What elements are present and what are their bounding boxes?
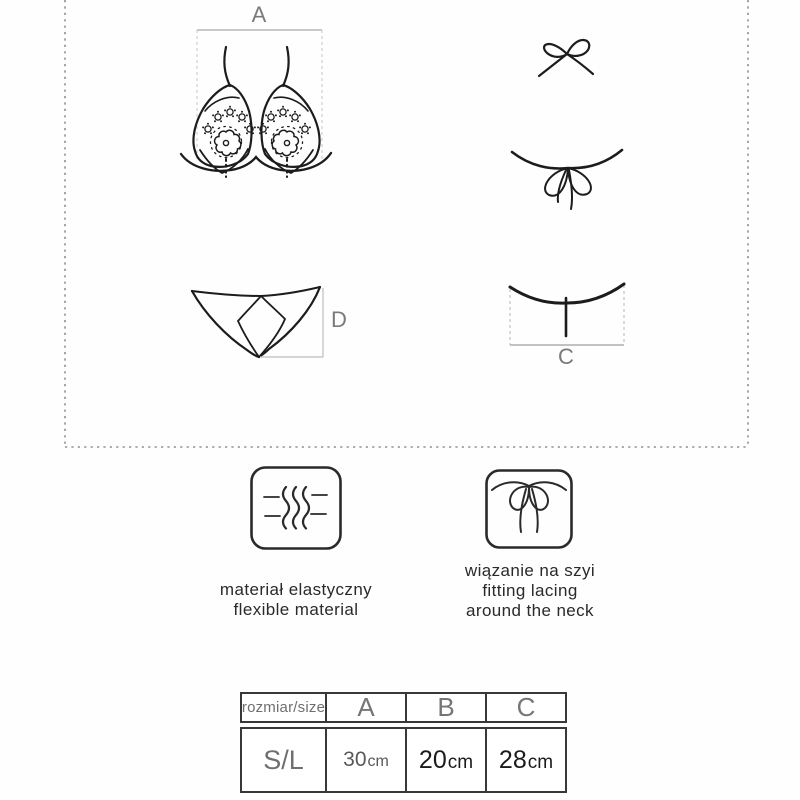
elastic-material-icon — [250, 466, 342, 550]
panty-back-drawing — [510, 284, 624, 369]
size-table-header-size: rozmiar/size — [242, 694, 327, 721]
dotted-border-box — [65, 0, 748, 447]
size-table-header-b: B — [407, 694, 487, 721]
size-table-data-row — [240, 727, 567, 793]
size-value-cell-b — [407, 729, 487, 791]
dimension-a — [197, 2, 322, 160]
feature-label-line: flexible material — [233, 600, 359, 619]
size-table-header-row — [240, 692, 567, 723]
panty-front-drawing — [192, 287, 320, 357]
bra-back-neck-bow-drawing — [539, 40, 593, 76]
neck-lacing-icon — [485, 469, 573, 549]
size-table-header-a: A — [327, 694, 407, 721]
size-value-cell-a — [327, 729, 407, 791]
size-table-header-c: C — [516, 694, 536, 721]
bra-front-drawing — [181, 47, 331, 177]
dimension-a-label: A — [251, 2, 267, 27]
feature-label-line: wiązanie na szyi — [464, 561, 596, 580]
dimension-c-label: C — [558, 344, 574, 369]
feature-label-line: around the neck — [466, 601, 594, 620]
dimension-d-label: D — [331, 307, 347, 332]
neck-lacing-label — [424, 561, 636, 621]
size-value-b: 20 — [418, 745, 447, 774]
size-table — [240, 692, 567, 793]
size-unit-b: cm — [447, 751, 474, 773]
bra-back-band-drawing — [512, 150, 622, 209]
size-value-a: 30 — [343, 748, 367, 771]
feature-label-line: materiał elastyczny — [219, 580, 373, 599]
feature-label-line: fitting lacing — [482, 581, 578, 600]
elastic-material-label — [180, 580, 412, 620]
size-unit-a: cm — [367, 753, 389, 770]
size-unit-c: cm — [527, 751, 554, 773]
size-label-cell: S/L — [242, 729, 327, 791]
size-value-c: 28 — [498, 745, 527, 774]
size-value-cell-c — [487, 729, 565, 791]
